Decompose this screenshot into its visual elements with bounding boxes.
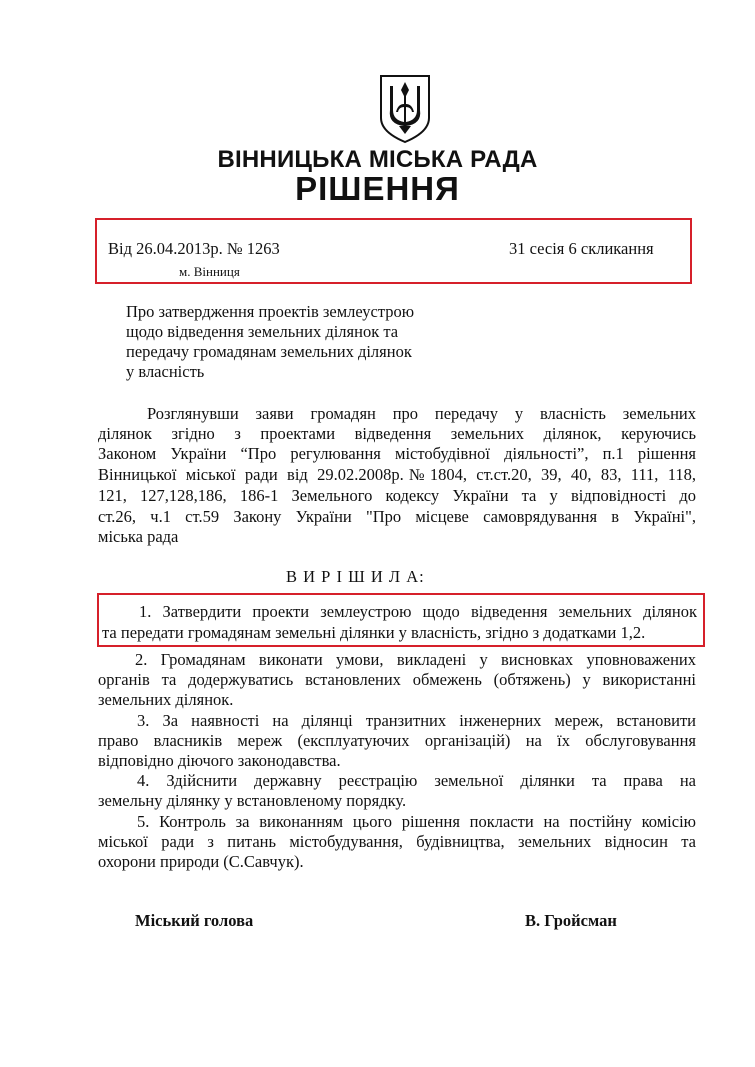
preamble-line: Вінницької міської ради від 29.02.2008р.№1804, ст.ст.20, 39, 40, 83, 111, 118,: [98, 465, 696, 484]
session: 31 сесія 6 скликання: [509, 239, 654, 258]
preamble-line: ст.26, ч.1 ст.59 Закону України "Про місцеве самоврядування в Україні",: [98, 507, 696, 526]
signature-title: Міський голова: [135, 911, 254, 930]
item-line: охорони природи (С.Савчук).: [98, 852, 304, 871]
item-line: 3. За наявності на ділянці транзитних інженерних мереж, встановити: [137, 711, 696, 730]
resolved-heading: В И Р І Ш И Л А:: [286, 567, 425, 586]
preamble-line: міська рада: [98, 527, 179, 546]
preamble-line: ділянок згідно з проектами відведення земельних ділянок, керуючись: [98, 424, 696, 443]
signature-name: В. Гройсман: [525, 911, 617, 930]
subject-line: передачу громадянам земельних ділянок: [126, 342, 412, 361]
item-line: 2. Громадянам виконати умови, викладені у висновках уповноважених: [135, 650, 696, 669]
item-line: 1. Затвердити проекти землеустрою щодо відведення земельних ділянок: [139, 602, 697, 621]
date-number: Від 26.04.2013р. № 1263: [108, 239, 280, 258]
item-line: земельну ділянку у встановленому порядку.: [98, 791, 407, 810]
preamble-line: Законом України “Про регулювання містобудівної діяльності”, п.1 рішення: [98, 444, 696, 463]
subject-line: у власність: [126, 362, 205, 381]
preamble-line: 121, 127,128,186, 186-1 Земельного кодексу України та у відповідності до: [98, 486, 696, 505]
preamble-line: Розглянувши заяви громадян про передачу у власність земельних: [147, 404, 696, 423]
item-line: 4. Здійснити державну реєстрацію земельної ділянки та права на: [137, 771, 696, 790]
council-name: ВІННИЦЬКА МІСЬКА РАДА: [217, 146, 538, 173]
item-line: земельних ділянок.: [98, 690, 234, 709]
item-line: 5. Контроль за виконанням цього рішення покласти на постійну комісію: [137, 812, 696, 831]
item-line: міської ради з питань містобудування, будівництва, земельних відносин та: [98, 832, 696, 851]
coat-of-arms-trident-icon: [378, 74, 432, 144]
item-line: відповідно діючого законодавства.: [98, 751, 341, 770]
item-line: право власників мереж (експлуатуючих організацій) на їх обслуговування: [98, 731, 696, 750]
city: м. Вінниця: [179, 264, 240, 279]
document-title: РІШЕННЯ: [295, 170, 460, 207]
item-line: та передати громадянам земельні ділянки у власність, згідно з додатками 1,2.: [102, 623, 646, 642]
subject-line: щодо відведення земельних ділянок та: [126, 322, 399, 341]
item-line: органів та додержуватись встановлених обмежень (обтяжень) у використанні: [98, 670, 696, 689]
subject-line: Про затвердження проектів землеустрою: [126, 302, 415, 321]
